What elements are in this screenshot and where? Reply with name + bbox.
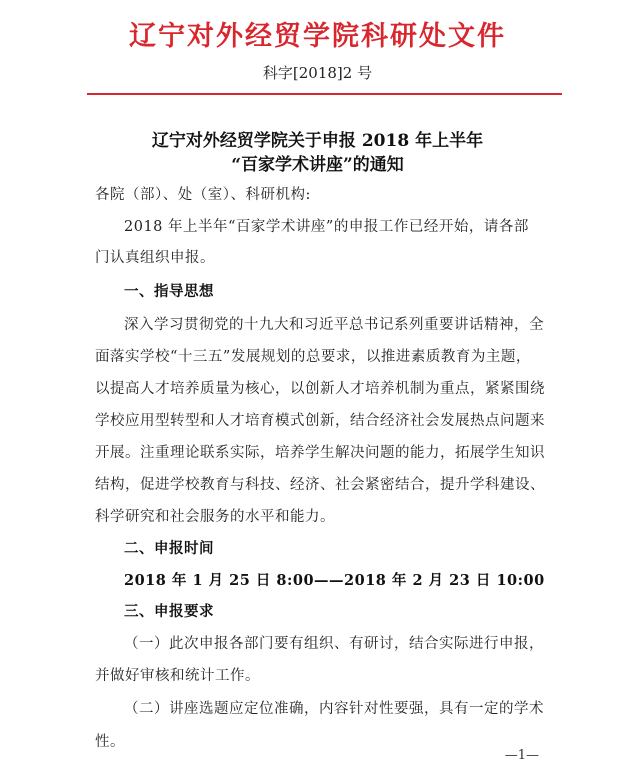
document-number: 科字[2018]2 号 <box>262 64 373 82</box>
section-heading-guiding-idea: 一、指导思想 <box>124 283 214 300</box>
paragraph-line: 科学研究和社会服务的水平和能力。 <box>95 509 335 525</box>
intro-line: 门认真组织申报。 <box>95 250 215 266</box>
section-heading-application-time: 二、申报时间 <box>124 540 214 557</box>
requirement-line: 性。 <box>95 734 125 750</box>
application-time-range: 2018 年 1 月 25 日 8:00——2018 年 2 月 23 日 10:00 <box>124 572 545 589</box>
intro-line: 2018 年上半年“百家学术讲座”的申报工作已经开始，请各部 <box>124 219 529 235</box>
paragraph-line: 以提高人才培养质量为核心，以创新人才培养机制为重点，紧紧围绕 <box>95 381 545 397</box>
notice-title-line-1: 辽宁对外经贸学院关于申报 2018 年上半年 <box>151 131 484 151</box>
requirement-line: 并做好审核和统计工作。 <box>95 668 260 684</box>
paragraph-line: 开展。注重理论联系实际，培养学生解决问题的能力，拓展学生知识 <box>95 445 545 461</box>
salutation: 各院（部）、处（室）、科研机构: <box>95 187 311 203</box>
paragraph-line: 学校应用型转型和人才培育模式创新，结合经济社会发展热点问题来 <box>95 413 545 429</box>
requirement-line: （二）讲座选题应定位准确，内容针对性要强，具有一定的学术 <box>124 701 544 717</box>
notice-title-line-2: “百家学术讲座”的通知 <box>231 155 404 175</box>
issuer-title: 辽宁对外经贸学院科研处文件 <box>129 21 506 52</box>
page-number: —1— <box>504 748 539 763</box>
section-heading-requirements: 三、申报要求 <box>124 603 214 620</box>
paragraph-line: 结构，促进学校教育与科技、经济、社会紧密结合，提升学科建设、 <box>95 477 545 493</box>
header-divider <box>87 93 562 95</box>
paragraph-line: 面落实学校“十三五”发展规划的总要求，以推进素质教育为主题， <box>95 349 531 365</box>
requirement-line: （一）此次申报各部门要有组织、有研讨，结合实际进行申报， <box>124 636 544 652</box>
paragraph-line: 深入学习贯彻党的十九大和习近平总书记系列重要讲话精神，全 <box>124 317 544 333</box>
